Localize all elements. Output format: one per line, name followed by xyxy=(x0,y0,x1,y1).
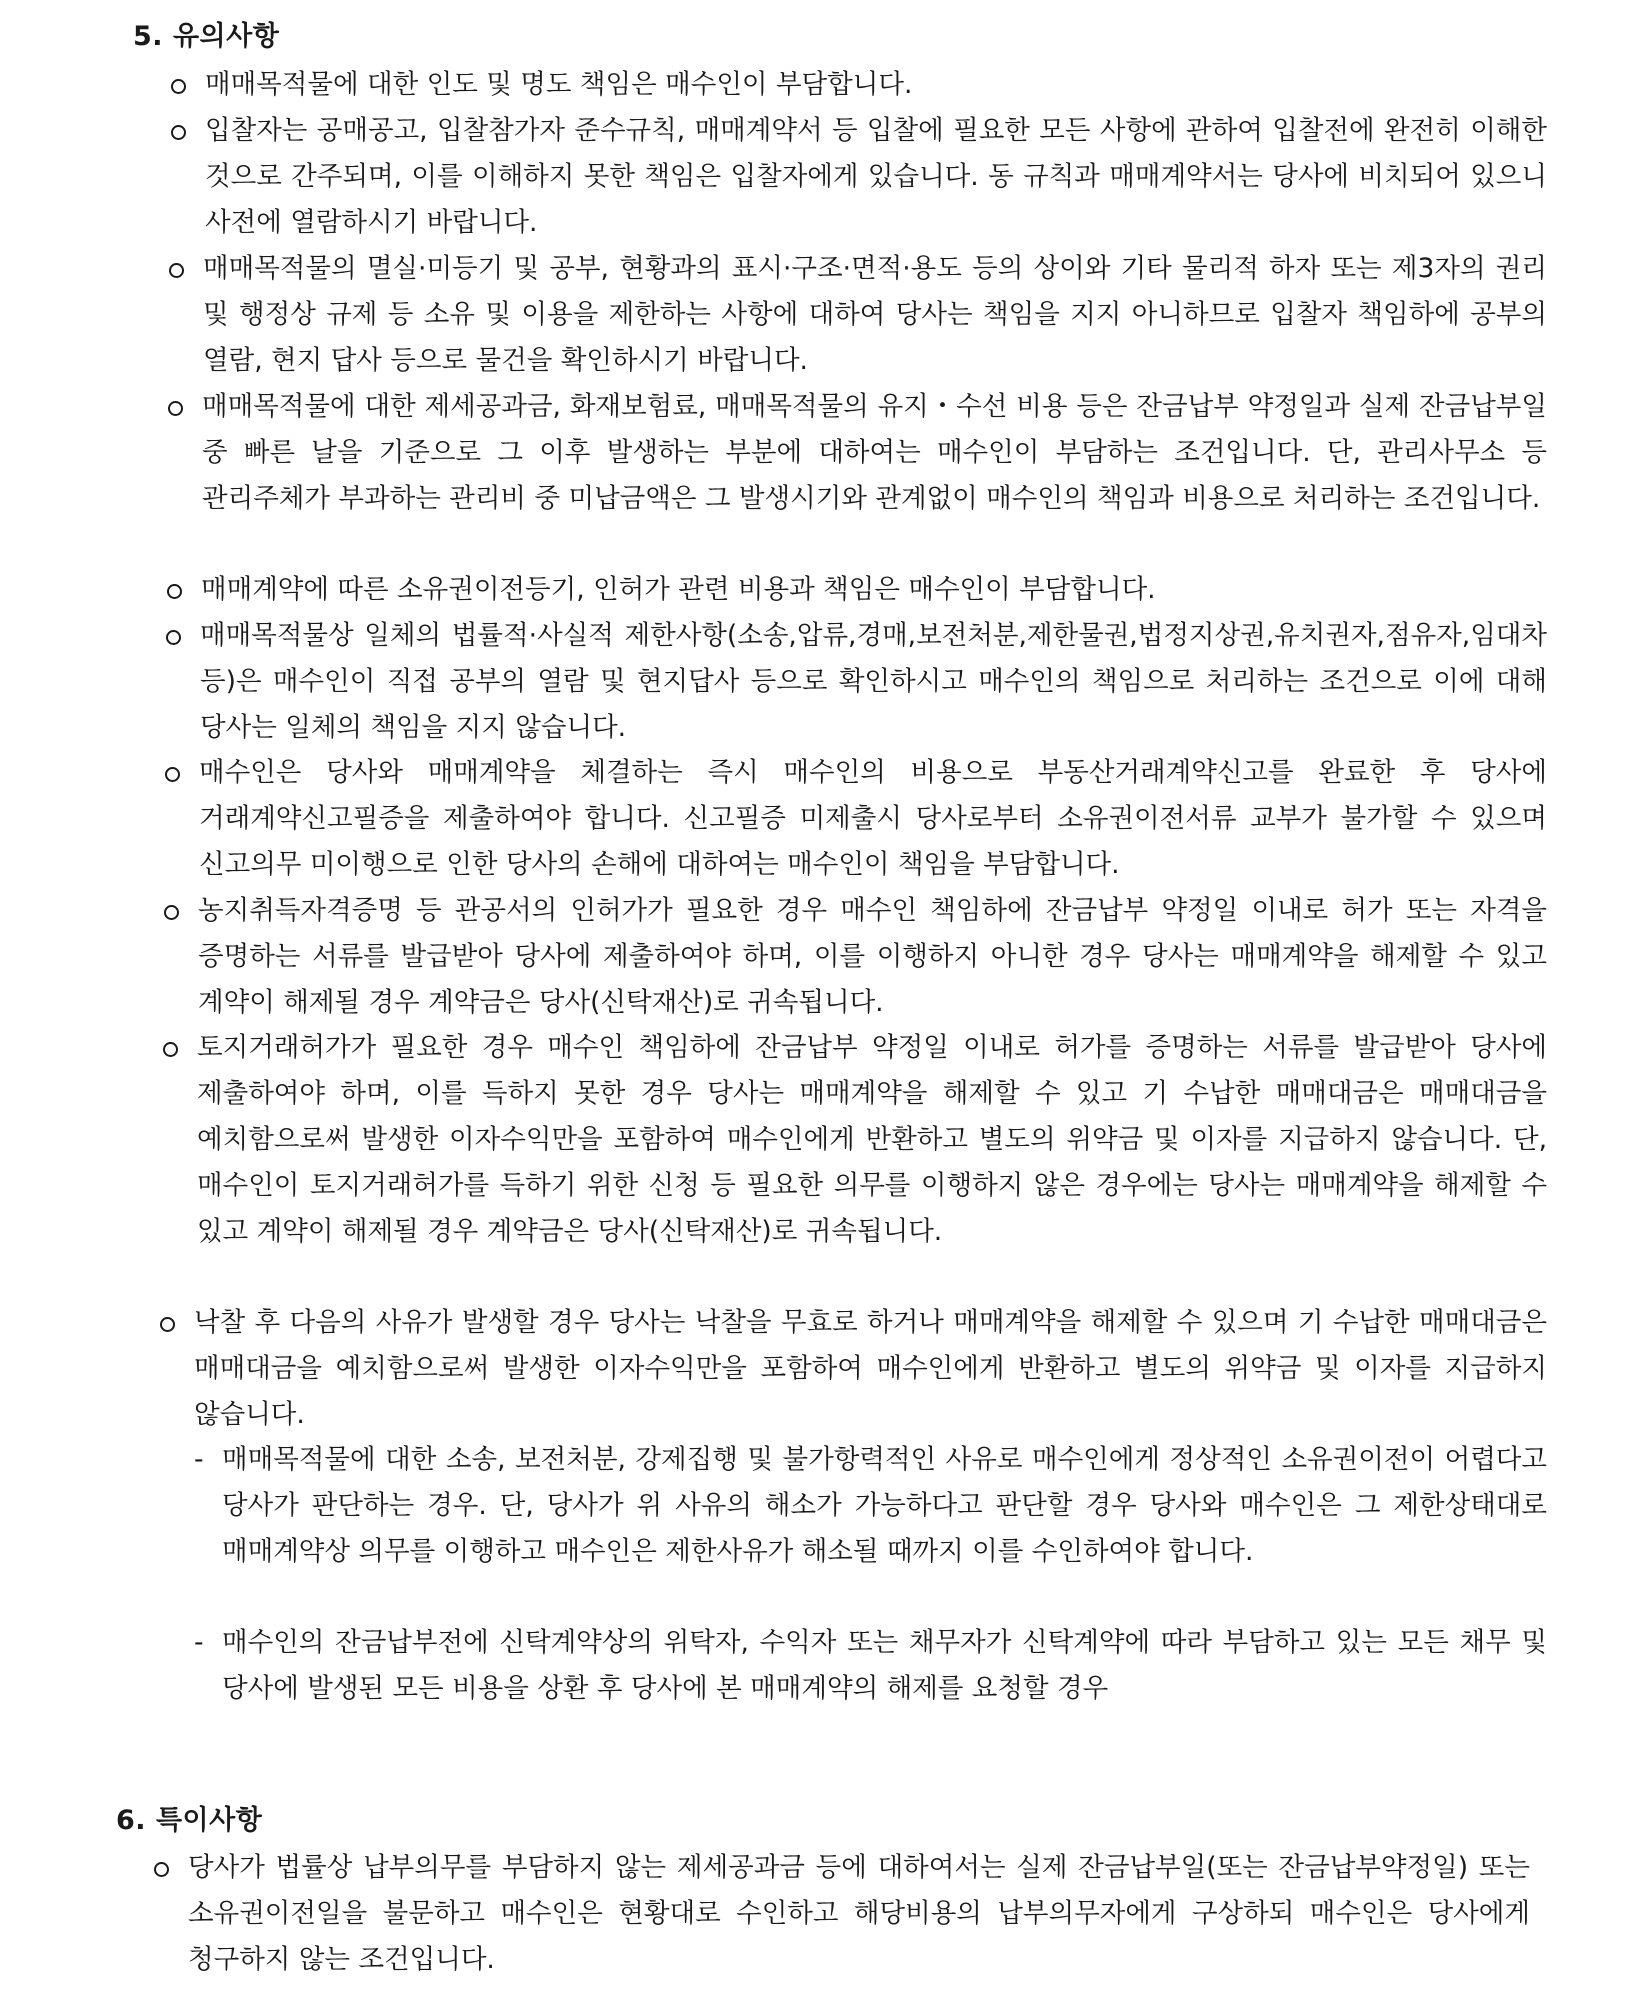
sub-list-item xyxy=(194,1620,1547,1712)
dash-marker: - xyxy=(194,1627,204,1658)
circle-bullet-icon xyxy=(167,584,182,599)
list-item-text: 토지거래허가가 필요한 경우 매수인 책임하에 잔금납부 약정일 이내로 허가를 증명하는 서류를 발급받아 당사에 제출하여야 하며, 이를 득하지 못한 경우 당사는 매매계약을 해제할 수 있고 기 수납한 매매대금은 매매대금을 예치함으로써 발생한 이자수익만을 포함하여 매수인에게 반환하고 별도의 위약금 및 이자를 지급하지 않습니다. 단, 매수인이 토지거래허가를 득하기 위한 신청 등 필요한 의무를 이행하지 않은 경우에는 당사는 매매계약을 해제할 수 있고 계약이 해제될 경우 계약금은 당사(신탁재산)로 귀속됩니다. xyxy=(197,1032,1547,1247)
list-item xyxy=(205,62,1547,108)
section-title-special-notes: 6. 특이사항 xyxy=(116,1805,263,1836)
circle-bullet-icon xyxy=(165,767,180,782)
list-item xyxy=(203,246,1547,384)
sub-list-item-text: 매매목적물에 대한 소송, 보전처분, 강제집행 및 불가항력적인 사유로 매수인에게 정상적인 소유권이전이 어렵다고 당사가 판단하는 경우. 단, 당사가 위 사유의 해소가 가능하다고 판단할 경우 당사와 매수인은 그 제한상태대로 매매계약상 의무를 이행하고 매수인은 제한사유가 해소될 때까지 이를 수인하여야 합니다. xyxy=(222,1444,1547,1567)
list-item-text: 매매목적물에 대한 인도 및 명도 책임은 매수인이 부담합니다. xyxy=(205,69,913,100)
circle-bullet-icon xyxy=(166,630,181,645)
list-item xyxy=(199,750,1547,888)
list-item xyxy=(198,888,1547,1026)
list-item-text: 매매목적물상 일체의 법률적·사실적 제한사항(소송,압류,경매,보전처분,제한물권,법정지상권,유치권자,점유자,임대차 등)은 매수인이 직접 공부의 열람 및 현지답사 등으로 확인하시고 매수인의 책임으로 처리하는 조건으로 이에 대해 당사는 일체의 책임을 지지 않습니다. xyxy=(200,620,1547,743)
list-item xyxy=(205,108,1547,246)
circle-bullet-icon xyxy=(164,905,179,920)
list-item-text: 매매목적물에 대한 제세공과금, 화재보험료, 매매목적물의 유지・수선 비용 등은 잔금납부 약정일과 실제 잔금납부일 중 빠른 날을 기준으로 그 이후 발생하는 부분에 대하여는 매수인이 부담하는 조건입니다. 단, 관리사무소 등 관리주체가 부과하는 관리비 중 미납금액은 그 발생시기와 관계없이 매수인의 책임과 비용으로 처리하는 조건입니다. xyxy=(202,391,1547,514)
list-item xyxy=(200,613,1547,751)
circle-bullet-icon xyxy=(154,1862,169,1877)
list-item xyxy=(194,1300,1547,1438)
circle-bullet-icon xyxy=(171,125,186,140)
list-item-text: 농지취득자격증명 등 관공서의 인허가가 필요한 경우 매수인 책임하에 잔금납부 약정일 이내로 허가 또는 자격을 증명하는 서류를 발급받아 당사에 제출하여야 하며, 이를 이행하지 아니한 경우 당사는 매매계약을 해제할 수 있고 계약이 해제될 경우 계약금은 당사(신탁재산)로 귀속됩니다. xyxy=(198,895,1547,1018)
list-item-text: 입찰자는 공매공고, 입찰참가자 준수규칙, 매매계약서 등 입찰에 필요한 모든 사항에 관하여 입찰전에 완전히 이해한 것으로 간주되며, 이를 이해하지 못한 책임은 입찰자에게 있습니다. 동 규칙과 매매계약서는 당사에 비치되어 있으니 사전에 열람하시기 바랍니다. xyxy=(205,115,1547,238)
dash-marker: - xyxy=(194,1444,204,1475)
sub-list-item xyxy=(194,1437,1547,1575)
list-item-text: 매수인은 당사와 매매계약을 체결하는 즉시 매수인의 비용으로 부동산거래계약신고를 완료한 후 당사에 거래계약신고필증을 제출하여야 합니다. 신고필증 미제출시 당사로부터 소유권이전서류 교부가 불가할 수 있으며 신고의무 미이행으로 인한 당사의 손해에 대하여는 매수인이 책임을 부담합니다. xyxy=(199,757,1547,880)
list-item xyxy=(197,1025,1547,1255)
list-item-text: 낙찰 후 다음의 사유가 발생할 경우 당사는 낙찰을 무효로 하거나 매매계약을 해제할 수 있으며 기 수납한 매매대금은 매매대금을 예치함으로써 발생한 이자수익만을 포함하여 매수인에게 반환하고 별도의 위약금 및 이자를 지급하지 않습니다. xyxy=(194,1307,1547,1430)
section-title-precautions: 5. 유의사항 xyxy=(133,21,280,52)
circle-bullet-icon xyxy=(168,401,183,416)
sub-list-item-text: 매수인의 잔금납부전에 신탁계약상의 위탁자, 수익자 또는 채무자가 신탁계약에 따라 부담하고 있는 모든 채무 및 당사에 발생된 모든 비용을 상환 후 당사에 본 매매계약의 해제를 요청할 경우 xyxy=(222,1627,1547,1704)
list-item-text: 당사가 법률상 납부의무를 부담하지 않는 제세공과금 등에 대하여서는 실제 잔금납부일(또는 잔금납부약정일) 또는 소유권이전일을 불문하고 매수인은 현황대로 수인하고 해당비용의 납부의무자에게 구상하되 매수인은 당사에게 청구하지 않는 조건입니다. xyxy=(188,1852,1530,1975)
list-item-text: 매매목적물의 멸실·미등기 및 공부, 현황과의 표시·구조·면적·용도 등의 상이와 기타 물리적 하자 또는 제3자의 권리 및 행정상 규제 등 소유 및 이용을 제한하는 사항에 대하여 당사는 책임을 지지 아니하므로 입찰자 책임하에 공부의 열람, 현지 답사 등으로 물건을 확인하시기 바랍니다. xyxy=(203,253,1547,376)
list-item xyxy=(201,567,1547,613)
list-item xyxy=(188,1845,1530,1983)
circle-bullet-icon xyxy=(169,263,184,278)
circle-bullet-icon xyxy=(160,1317,175,1332)
circle-bullet-icon xyxy=(163,1042,178,1057)
list-item xyxy=(202,384,1547,522)
list-item-text: 매매계약에 따른 소유권이전등기, 인허가 관련 비용과 책임은 매수인이 부담합니다. xyxy=(201,574,1156,605)
circle-bullet-icon xyxy=(171,79,186,94)
